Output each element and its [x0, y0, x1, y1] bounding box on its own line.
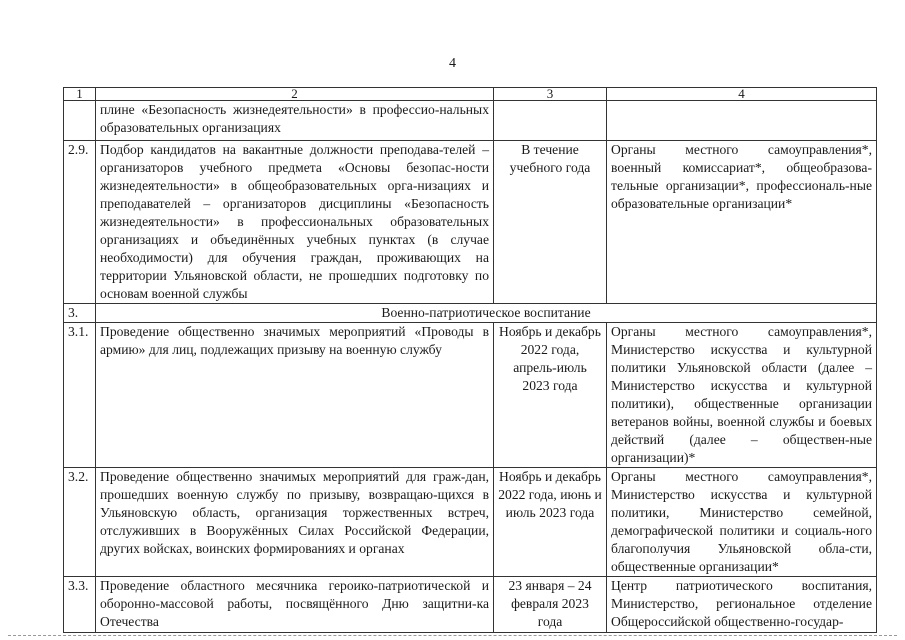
section-number: 3. [64, 304, 96, 323]
table-header-row [64, 88, 877, 101]
row-activity: Проведение общественно значимых мероприятий для граж-дан, прошедших военную службу по призыву, возвращаю-щихся в Ульяновскую область, организация торжественных встреч, отслуживших в Вооружённых Силах Российской Федерации, других войсках, воинских формированиях и органах [96, 468, 494, 577]
row-responsible: Органы местного самоуправления*, Министерство искусства и культурной политики, Министерство семейной, демографической политики и социаль-ного благополучия Ульяновской обла-сти, общественные организации* [607, 468, 877, 577]
row-activity: Проведение областного месячника героико-патриотической и оборонно-массовой работы, посвящённого Дню защитни-ка Отечества [96, 577, 494, 633]
row-responsible: Органы местного самоуправления*, Министерство искусства и культурной политики Ульяновской области (далее – Министерство искусства и культурной политики), общественные организации ветеранов войны, военной службы и боевых действий (далее – обществен-ные организации)* [607, 323, 877, 468]
row-number [64, 101, 96, 141]
row-activity: Проведение общественно значимых мероприятий «Проводы в армию» для лиц, подлежащих призыву на военную службу [96, 323, 494, 468]
row-date: Ноябрь и декабрь 2022 года, июнь и июль 2023 года [494, 468, 607, 577]
section-title: Военно-патриотическое воспитание [96, 304, 877, 323]
table-row [64, 141, 877, 304]
table-row [64, 323, 877, 468]
section-row [64, 304, 877, 323]
table-row [64, 101, 877, 141]
row-activity: плине «Безопасность жизнедеятельности» в профессио-нальных образовательных организациях [96, 101, 494, 141]
row-number: 3.2. [64, 468, 96, 577]
header-col-2: 2 [96, 88, 494, 101]
table-row [64, 468, 877, 577]
row-date: Ноябрь и декабрь 2022 года, апрель-июль 2023 года [494, 323, 607, 468]
row-number: 3.1. [64, 323, 96, 468]
header-col-3: 3 [494, 88, 607, 101]
row-responsible: Центр патриотического воспитания, Министерство, региональное отделение Общероссийской общественно-государ- [607, 577, 877, 633]
row-date: В течение учебного года [494, 141, 607, 304]
row-date [494, 101, 607, 141]
row-date: 23 января – 24 февраля 2023 года [494, 577, 607, 633]
page-bottom-edge [8, 635, 897, 640]
row-number: 2.9. [64, 141, 96, 304]
table-row [64, 577, 877, 633]
row-responsible: Органы местного самоуправления*, военный комиссариат*, общеобразова-тельные организации*, профессиональ-ные образовательные организации* [607, 141, 877, 304]
row-responsible [607, 101, 877, 141]
header-col-4: 4 [607, 88, 877, 101]
header-col-1: 1 [64, 88, 96, 101]
row-number: 3.3. [64, 577, 96, 633]
row-activity: Подбор кандидатов на вакантные должности преподава-телей – организаторов учебного предмета «Основы безопас-ности жизнедеятельности» в общеобразовательных орга-низациях и преподавателей – организаторов дисциплины «Безопасность жизнедеятельности» в профессиональных образовательных организациях и объединённых учебных пунктах (в случае необходимости) для обучения граждан, проживающих на территории Ульяновской области, не прошедших подготовку по основам военной службы [96, 141, 494, 304]
plan-table [63, 87, 877, 633]
page-number: 4 [449, 56, 456, 71]
